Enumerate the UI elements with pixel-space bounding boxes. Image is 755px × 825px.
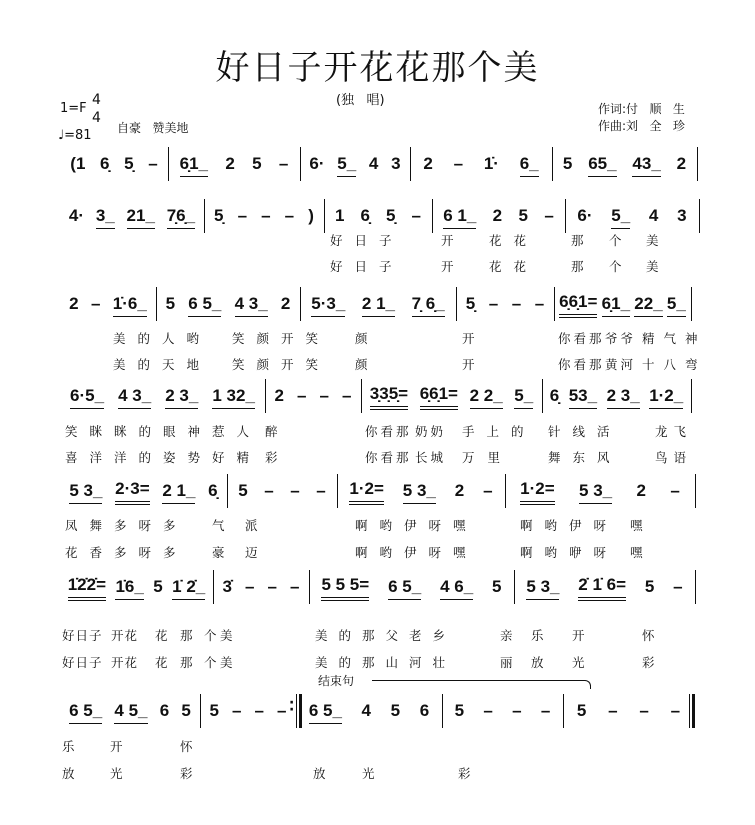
dash-note: – bbox=[670, 701, 681, 720]
lyric-word: 花花 bbox=[489, 233, 539, 248]
note: 6̣6̣1= bbox=[559, 292, 597, 318]
barline bbox=[563, 694, 564, 728]
note: 5_ bbox=[514, 386, 533, 409]
note: 2 bbox=[454, 481, 465, 500]
barline bbox=[442, 694, 443, 728]
measure bbox=[230, 479, 334, 505]
note: 2̇ 1̇ 6= bbox=[578, 575, 626, 601]
note: 3 bbox=[677, 206, 687, 225]
note: 6 5_ bbox=[388, 577, 421, 600]
dash-note: – bbox=[483, 481, 493, 500]
note: 3̣3̣5̣= bbox=[370, 384, 408, 410]
time-signature-bottom: 4 bbox=[92, 110, 101, 126]
measure bbox=[312, 575, 511, 601]
dash-note: – bbox=[639, 701, 649, 720]
dash-note: – bbox=[284, 206, 295, 225]
lyric-word: 亲 bbox=[500, 628, 514, 643]
dash-note: – bbox=[237, 206, 248, 225]
lyric-word: 精气神 bbox=[642, 331, 707, 346]
note: 6 bbox=[159, 701, 170, 720]
barline bbox=[695, 570, 696, 604]
note: 2 bbox=[636, 481, 646, 500]
lyric-word: 开 bbox=[462, 357, 487, 372]
note: 2 bbox=[492, 206, 503, 225]
final-barline-thin bbox=[689, 694, 690, 728]
measure bbox=[159, 292, 297, 318]
note: 2 1_ bbox=[162, 481, 195, 504]
dash-note: – bbox=[544, 206, 554, 225]
lyric-word: 那 bbox=[180, 628, 194, 643]
repeat-barline-thick bbox=[299, 694, 302, 728]
barline bbox=[691, 287, 692, 321]
note: 3_ bbox=[96, 206, 115, 229]
note: 6̣ bbox=[208, 481, 218, 500]
note: 22_ bbox=[634, 294, 662, 317]
measure bbox=[303, 152, 407, 178]
measure bbox=[435, 204, 562, 230]
final-barline-thick bbox=[692, 694, 695, 728]
lyric-word: 花 bbox=[155, 655, 169, 670]
lyric-word: 颜 bbox=[355, 357, 380, 372]
note: 2·3= bbox=[115, 479, 150, 505]
lyric-word: 个 bbox=[204, 628, 218, 643]
note: 5 bbox=[492, 577, 502, 596]
barline bbox=[213, 570, 214, 604]
note: 1 bbox=[335, 206, 345, 225]
note: 5 3_ bbox=[526, 577, 559, 600]
note: 5 bbox=[181, 701, 191, 720]
dash-note: – bbox=[278, 154, 289, 173]
note: 6_ bbox=[520, 154, 539, 177]
barline bbox=[265, 379, 266, 413]
barline bbox=[695, 474, 696, 508]
note: 4 3_ bbox=[235, 294, 268, 317]
measure bbox=[508, 479, 692, 505]
lyricist-credit: 作词:付 顺 生 bbox=[598, 102, 685, 116]
lyric-word: 美的那父老乡 bbox=[315, 628, 457, 643]
barline bbox=[699, 199, 700, 233]
note: 1̇2̇2̇= bbox=[68, 575, 106, 601]
barline bbox=[168, 147, 169, 181]
lyric-word: 笑颜开笑 bbox=[232, 357, 331, 372]
lyric-word: 彩 bbox=[458, 766, 472, 781]
ending-bracket bbox=[372, 680, 591, 689]
note: 5 3_ bbox=[403, 481, 436, 504]
dash-note: – bbox=[512, 701, 522, 720]
note: 5 5 5= bbox=[321, 575, 369, 601]
note: 3 bbox=[391, 154, 401, 173]
note: 5 bbox=[562, 154, 573, 173]
lyric-word: 美 bbox=[220, 628, 234, 643]
note: 5 bbox=[238, 481, 248, 500]
note: 5 bbox=[454, 701, 465, 720]
note: 5_ bbox=[667, 294, 686, 317]
note: 5 bbox=[252, 154, 262, 173]
lyric-word: 光 bbox=[362, 766, 376, 781]
lyric-word: 美的天地 bbox=[113, 357, 212, 372]
lyric-word: 喜洋洋的姿势好精 bbox=[65, 450, 262, 465]
measure bbox=[216, 575, 306, 601]
lyric-word: 好日子 bbox=[330, 233, 404, 248]
barline bbox=[505, 474, 506, 508]
note: 1̇·6_ bbox=[113, 294, 147, 317]
note: 6 5_ bbox=[69, 701, 102, 724]
measure bbox=[327, 204, 429, 230]
note: ) bbox=[308, 206, 314, 225]
lyric-word: 嘿 bbox=[630, 545, 655, 560]
barline bbox=[456, 287, 457, 321]
measure bbox=[364, 384, 539, 410]
lyric-word: 好日子 bbox=[62, 655, 103, 670]
time-signature-top: 4 bbox=[92, 92, 101, 108]
note: 53_ bbox=[569, 386, 597, 409]
dash-note: – bbox=[290, 481, 300, 500]
lyric-word: 美的人哟 bbox=[113, 331, 212, 346]
note: 5 3_ bbox=[579, 481, 612, 504]
note: 2 bbox=[676, 154, 687, 173]
lyric-word: 开花 bbox=[111, 655, 139, 670]
lyric-word: 颜 bbox=[355, 331, 380, 346]
dash-note: – bbox=[90, 294, 101, 313]
expression-marking: 自豪 赞美地 bbox=[117, 121, 189, 135]
note: 2 bbox=[274, 386, 284, 405]
barline bbox=[337, 474, 338, 508]
lyric-word: 开 bbox=[462, 331, 487, 346]
dash-note: – bbox=[670, 481, 680, 500]
measure bbox=[63, 479, 224, 505]
barline bbox=[552, 147, 553, 181]
barline bbox=[514, 570, 515, 604]
lyric-word: 笑颜开笑 bbox=[232, 331, 331, 346]
note: 3̇ bbox=[222, 577, 232, 596]
lyric-word: 气 bbox=[212, 518, 237, 533]
dash-note: – bbox=[342, 386, 352, 405]
song-title: 好日子开花花那个美 bbox=[215, 48, 540, 88]
lyric-word: 好日子 bbox=[330, 259, 404, 274]
dash-note: – bbox=[411, 206, 421, 225]
measure bbox=[545, 384, 688, 410]
note: 6̣1_ bbox=[180, 154, 208, 177]
measure bbox=[171, 152, 297, 178]
lyric-word: 放 bbox=[313, 766, 327, 781]
lyric-word: 醉 bbox=[265, 424, 290, 439]
lyric-word: 十八弯 bbox=[642, 357, 707, 372]
note: 5 3_ bbox=[69, 481, 102, 504]
lyric-word: 开 bbox=[110, 739, 124, 754]
note: 6̣ bbox=[549, 386, 560, 405]
note: 6 1_ bbox=[443, 206, 476, 229]
note: 4 bbox=[648, 206, 659, 225]
note: 6· bbox=[309, 154, 325, 173]
lyric-word: 怀 bbox=[642, 628, 656, 643]
lyric-word: 彩 bbox=[642, 655, 656, 670]
lyric-word: 彩 bbox=[265, 450, 290, 465]
note: 5̣ bbox=[386, 206, 396, 225]
note: 43_ bbox=[632, 154, 660, 177]
repeat-barline-thin bbox=[296, 694, 297, 728]
note: 6̣1_ bbox=[602, 294, 630, 317]
barline bbox=[200, 694, 201, 728]
composer-credit: 作曲:刘 全 珍 bbox=[598, 119, 685, 133]
dash-note: – bbox=[483, 701, 493, 720]
note: 2 bbox=[69, 294, 79, 313]
note: 5 bbox=[165, 294, 176, 313]
dash-note: – bbox=[511, 294, 522, 313]
dash-note: – bbox=[673, 577, 683, 596]
barline bbox=[432, 199, 433, 233]
measure bbox=[568, 204, 696, 230]
lyric-word: 笑眯眯的眼神惹人 bbox=[65, 424, 262, 439]
note: 2 1_ bbox=[362, 294, 395, 317]
note: 1̇ 2̇_ bbox=[172, 577, 205, 600]
dash-note: – bbox=[540, 701, 551, 720]
lyric-word: 乐 bbox=[531, 628, 545, 643]
lyric-word: 长城 bbox=[415, 450, 447, 465]
dash-note: – bbox=[453, 154, 464, 173]
lyric-word: 你看那 bbox=[558, 331, 605, 346]
lyric-word: 花 bbox=[155, 628, 169, 643]
note: 5 bbox=[390, 701, 401, 720]
note: 4· bbox=[68, 206, 85, 225]
lyric-word: 开 bbox=[441, 259, 466, 274]
measure bbox=[203, 695, 295, 725]
lyric-word: 光 bbox=[110, 766, 124, 781]
note: (1 bbox=[70, 154, 86, 173]
note: 4 bbox=[361, 701, 371, 720]
lyric-word: 开 bbox=[572, 628, 586, 643]
note: 6·5_ bbox=[70, 386, 104, 409]
note: 5̣ bbox=[214, 206, 224, 225]
dash-note: – bbox=[608, 701, 618, 720]
lyric-word: 派 bbox=[245, 518, 270, 533]
lyric-word: 啊哟伊呀嘿 bbox=[355, 518, 478, 533]
note: 4 3_ bbox=[118, 386, 151, 409]
measure bbox=[299, 699, 439, 725]
note: 6 5_ bbox=[188, 294, 221, 317]
note: 7̣ 6̣_ bbox=[412, 294, 445, 317]
dash-note: – bbox=[148, 154, 158, 173]
measure bbox=[557, 292, 688, 318]
note: 5 bbox=[518, 206, 528, 225]
note: 5 bbox=[209, 701, 219, 720]
lyric-word: 那 bbox=[180, 655, 194, 670]
lyric-word: 乐 bbox=[62, 739, 76, 754]
note: 5_ bbox=[337, 154, 356, 177]
lyric-word: 啊哟伊呀 bbox=[520, 518, 619, 533]
barline bbox=[324, 199, 325, 233]
dash-note: – bbox=[316, 481, 326, 500]
note: 5·3_ bbox=[311, 294, 345, 317]
dash-note: – bbox=[232, 701, 242, 720]
dash-note: – bbox=[534, 294, 545, 313]
lyric-word: 个 bbox=[609, 259, 634, 274]
barline bbox=[204, 199, 205, 233]
lyric-word: 那 bbox=[571, 233, 596, 248]
performance-type: (独 唱) bbox=[336, 93, 385, 108]
measure bbox=[63, 292, 153, 318]
lyric-word: 针线活 bbox=[548, 424, 622, 439]
note: 2 bbox=[225, 154, 235, 173]
lyric-word: 豪 bbox=[212, 545, 237, 560]
lyric-word: 花花 bbox=[489, 259, 539, 274]
lyric-word: 那 bbox=[571, 259, 596, 274]
note: 6̣6̣1= bbox=[420, 384, 458, 410]
lyric-word: 个 bbox=[204, 655, 218, 670]
lyric-word: 放 bbox=[62, 766, 76, 781]
lyric-word: 凤舞多呀多 bbox=[65, 518, 188, 533]
lyric-word: 美 bbox=[646, 233, 671, 248]
repeat-dots: · · bbox=[289, 695, 295, 718]
measure bbox=[566, 699, 691, 725]
barline bbox=[697, 147, 698, 181]
note: 5_ bbox=[611, 206, 630, 229]
lyric-word: 个 bbox=[609, 233, 634, 248]
note: 7̣6̣_ bbox=[167, 206, 195, 229]
lyric-word: 迈 bbox=[245, 545, 270, 560]
barline bbox=[565, 199, 566, 233]
note: 1·2_ bbox=[649, 386, 683, 409]
measure bbox=[517, 575, 692, 601]
measure bbox=[303, 292, 453, 318]
barline bbox=[309, 570, 310, 604]
lyric-word: 丽 bbox=[500, 655, 514, 670]
note: 6̣ bbox=[360, 206, 370, 225]
measure bbox=[63, 384, 262, 410]
dash-note: – bbox=[297, 386, 307, 405]
lyric-word: 怀 bbox=[180, 739, 194, 754]
note: 5 bbox=[153, 577, 163, 596]
note: 5 bbox=[576, 701, 587, 720]
barline bbox=[156, 287, 157, 321]
lyric-word: 啊哟咿呀 bbox=[520, 545, 619, 560]
note: 1̇· bbox=[483, 154, 499, 173]
lyric-word: 万里 bbox=[462, 450, 514, 465]
lyric-word: 舞东风 bbox=[548, 450, 622, 465]
note: 21_ bbox=[127, 206, 155, 229]
note: 2 3_ bbox=[165, 386, 198, 409]
measure bbox=[268, 384, 358, 410]
measure bbox=[63, 699, 197, 725]
note: 5̣ bbox=[124, 154, 134, 173]
note: 4 6_ bbox=[440, 577, 473, 600]
lyric-word: 放 bbox=[531, 655, 545, 670]
note: 6 bbox=[419, 701, 430, 720]
measure bbox=[459, 292, 551, 318]
barline bbox=[691, 379, 692, 413]
note: 1 32_ bbox=[212, 386, 255, 409]
measure bbox=[413, 152, 549, 178]
lyric-word: 手上的 bbox=[462, 424, 536, 439]
tempo-marking: ♩=81 bbox=[58, 128, 92, 143]
note: 5 bbox=[644, 577, 655, 596]
note: 1·2= bbox=[520, 479, 555, 505]
note: 2 3_ bbox=[607, 386, 640, 409]
dash-note: – bbox=[254, 701, 264, 720]
note: 2 bbox=[280, 294, 291, 313]
lyric-word: 开 bbox=[441, 233, 466, 248]
lyric-word: 花香多呀多 bbox=[65, 545, 188, 560]
lyric-word: 好日子 bbox=[62, 628, 103, 643]
lyric-word: 美 bbox=[220, 655, 234, 670]
note: 6 5_ bbox=[309, 701, 342, 724]
measure bbox=[63, 575, 210, 601]
note: 4 bbox=[368, 154, 379, 173]
barline bbox=[410, 147, 411, 181]
note: 1̇6_ bbox=[115, 577, 143, 600]
lyric-word: 奶奶 bbox=[415, 424, 447, 439]
note: 2 2_ bbox=[470, 386, 503, 409]
barline bbox=[300, 287, 301, 321]
dash-note: – bbox=[488, 294, 499, 313]
lyric-word: 你看那 bbox=[558, 357, 605, 372]
lyric-word: 鸟语 bbox=[655, 450, 693, 465]
lyric-word: 嘿 bbox=[630, 518, 655, 533]
measure bbox=[63, 204, 201, 230]
barline bbox=[227, 474, 228, 508]
ending-label: 结束句 bbox=[318, 674, 355, 688]
note: 2 bbox=[423, 154, 433, 173]
barline bbox=[542, 379, 543, 413]
lyric-word: 彩 bbox=[180, 766, 194, 781]
lyric-word: 啊哟伊呀嘿 bbox=[355, 545, 478, 560]
dash-note: – bbox=[277, 701, 287, 720]
dash-note: – bbox=[267, 577, 277, 596]
note: 65_ bbox=[588, 154, 616, 177]
lyric-word: 黄河 bbox=[605, 357, 637, 372]
key-signature: 1=F bbox=[60, 101, 87, 116]
note: 6· bbox=[577, 206, 593, 225]
measure bbox=[340, 479, 502, 505]
lyric-word: 龙飞 bbox=[655, 424, 693, 439]
note: 5̣ bbox=[465, 294, 476, 313]
measure bbox=[445, 699, 560, 725]
measure bbox=[555, 152, 694, 178]
measure bbox=[63, 152, 165, 178]
measure bbox=[207, 204, 321, 230]
barline bbox=[361, 379, 362, 413]
lyric-word: 你看那 bbox=[365, 424, 412, 439]
barline bbox=[300, 147, 301, 181]
dash-note: – bbox=[264, 481, 274, 500]
lyric-word: 开花 bbox=[111, 628, 139, 643]
note: 4 5_ bbox=[114, 701, 147, 724]
note: 1·2= bbox=[349, 479, 384, 505]
lyric-word: 爷爷 bbox=[605, 331, 637, 346]
dash-note: – bbox=[245, 577, 255, 596]
lyric-word: 美的那山河壮 bbox=[315, 655, 457, 670]
lyric-word: 光 bbox=[572, 655, 586, 670]
lyric-word: 你看那 bbox=[365, 450, 412, 465]
dash-note: – bbox=[290, 577, 300, 596]
note: 6̣ bbox=[100, 154, 110, 173]
dash-note: – bbox=[319, 386, 329, 405]
lyric-word: 美 bbox=[646, 259, 671, 274]
barline bbox=[554, 287, 555, 321]
dash-note: – bbox=[261, 206, 271, 225]
